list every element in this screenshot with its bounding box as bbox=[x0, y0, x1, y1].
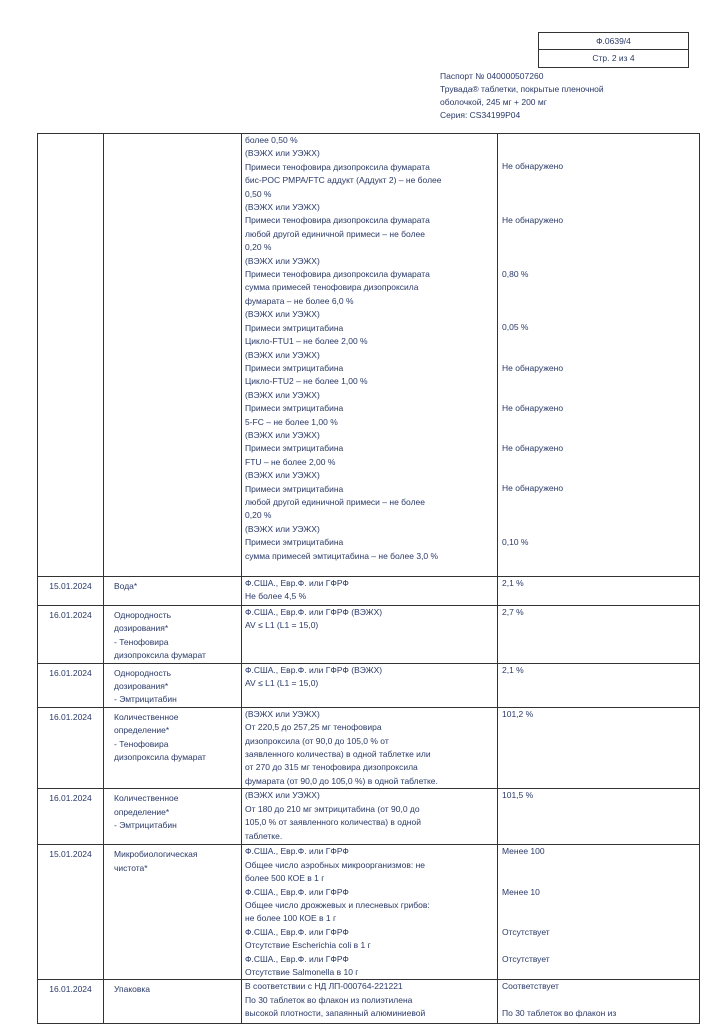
text-line: Не обнаружено bbox=[502, 215, 564, 226]
text-line: Не обнаружено bbox=[502, 442, 564, 453]
test-name bbox=[104, 577, 242, 606]
text-line: Примеси эмтрицитабина bbox=[245, 537, 344, 548]
text-line: Не обнаружено bbox=[502, 402, 564, 413]
text-line bbox=[502, 147, 699, 160]
table-row bbox=[38, 707, 700, 788]
text-line: 101,2 % bbox=[502, 708, 534, 719]
test-name bbox=[104, 789, 242, 845]
form-code-box bbox=[538, 32, 689, 68]
text-line bbox=[502, 994, 699, 1007]
text-line: от 270 до 315 мг тенофовира дизопроксила bbox=[245, 762, 418, 773]
text-line: Общее число аэробных микроорганизмов: не bbox=[245, 859, 425, 870]
text-line: Менее 10 bbox=[502, 886, 540, 897]
requirement-cell bbox=[242, 134, 498, 577]
text-line: (ВЭЖХ или УЭЖХ) bbox=[245, 470, 320, 481]
test-name bbox=[104, 707, 242, 788]
text-line bbox=[502, 912, 699, 925]
test-date: 15.01.2024 bbox=[38, 845, 104, 980]
text-line: Упаковка bbox=[114, 984, 151, 995]
text-line bbox=[502, 187, 699, 200]
text-line bbox=[502, 375, 699, 388]
requirement-cell bbox=[242, 980, 498, 1024]
text-line: Примеси эмтрицитабина bbox=[245, 403, 344, 414]
text-line: Отсутствует bbox=[502, 926, 550, 937]
text-line: Количественное bbox=[114, 711, 179, 722]
text-line: (ВЭЖХ или УЭЖХ) bbox=[245, 349, 320, 360]
test-name bbox=[104, 134, 242, 577]
text-line: 0,50 % bbox=[245, 188, 272, 199]
table-row bbox=[38, 980, 700, 1024]
text-line: 2,1 % bbox=[502, 578, 524, 588]
text-line: 0,05 % bbox=[502, 322, 529, 333]
table-row bbox=[38, 663, 700, 707]
test-date: 16.01.2024 bbox=[38, 789, 104, 845]
text-line: Ф.США., Евр.Ф. или ГФРФ bbox=[245, 926, 349, 937]
text-line: высокой плотности, запаянный алюминиевой bbox=[245, 1008, 426, 1019]
text-line: - Тенофовира bbox=[114, 636, 169, 647]
batch-number: Серия: CS34199P04 bbox=[440, 110, 521, 120]
text-line: Отсутствует bbox=[502, 953, 550, 964]
text-line bbox=[502, 388, 699, 401]
text-line bbox=[502, 281, 699, 294]
text-line: Примеси эмтрицитабина bbox=[245, 443, 344, 454]
test-date: 16.01.2024 bbox=[38, 663, 104, 707]
text-line: сумма примесей тенофовира дизопроксила bbox=[245, 282, 419, 293]
text-line: Ф.США., Евр.Ф. или ГФРФ (ВЭЖХ) bbox=[245, 607, 383, 617]
text-line bbox=[502, 241, 699, 254]
result-cell bbox=[498, 134, 700, 577]
text-line: (ВЭЖХ или УЭЖХ) bbox=[245, 523, 320, 534]
text-line: бис-POC PMPA/FTC аддукт (Аддукт 2) – не более bbox=[245, 175, 442, 186]
text-line: От 220,5 до 257,25 мг тенофовира bbox=[245, 722, 382, 733]
product-dosage: оболочкой, 245 мг + 200 мг bbox=[440, 97, 547, 107]
text-line: Не более 4,5 % bbox=[245, 591, 307, 602]
page-number: Стр. 2 из 4 bbox=[592, 53, 635, 63]
text-line: Примеси тенофовира дизопроксила фумарата bbox=[245, 269, 430, 280]
text-line: FTU – не более 2,00 % bbox=[245, 456, 336, 467]
text-line: По 30 таблеток во флакон из bbox=[502, 1008, 617, 1019]
text-line: Ф.США., Евр.Ф. или ГФРФ bbox=[245, 578, 349, 588]
test-name bbox=[104, 606, 242, 664]
text-line: Не обнаружено bbox=[502, 483, 564, 494]
text-line: сумма примесей эмтицитабина – не более 3,0 % bbox=[245, 550, 439, 561]
text-line: 105,0 % от заявленного количества) в одной bbox=[245, 817, 421, 828]
text-line: дизопроксила фумарат bbox=[114, 752, 206, 763]
text-line: Однородность bbox=[114, 667, 172, 678]
text-line: 2,7 % bbox=[502, 607, 524, 617]
text-line: любой другой единичной примеси – не более bbox=[245, 496, 425, 507]
text-line: заявленного количества) в одной таблетке или bbox=[245, 749, 431, 760]
text-line: дизопроксила (от 90,0 до 105,0 % от bbox=[245, 735, 389, 746]
text-line bbox=[502, 308, 699, 321]
result-cell bbox=[498, 663, 700, 707]
text-line bbox=[502, 429, 699, 442]
requirement-cell bbox=[242, 606, 498, 664]
text-line: Вода* bbox=[114, 581, 138, 591]
text-line bbox=[502, 227, 699, 240]
text-line: (ВЭЖХ или УЭЖХ) bbox=[245, 309, 320, 320]
result-cell bbox=[498, 606, 700, 664]
text-line: таблетке. bbox=[245, 830, 283, 841]
text-line: От 180 до 210 мг эмтрицитабина (от 90,0 до bbox=[245, 803, 420, 814]
text-line: определение* bbox=[114, 725, 170, 736]
passport-number: Паспорт № 040000507260 bbox=[440, 71, 544, 81]
text-line: Менее 100 bbox=[502, 846, 545, 857]
text-line: AV ≤ L1 (L1 = 15,0) bbox=[245, 620, 319, 631]
text-line: чистота* bbox=[114, 862, 148, 873]
result-cell bbox=[498, 707, 700, 788]
text-line: (ВЭЖХ или УЭЖХ) bbox=[245, 389, 320, 400]
test-name bbox=[104, 663, 242, 707]
text-line: (ВЭЖХ или УЭЖХ) bbox=[245, 429, 320, 440]
text-line: Примеси тенофовира дизопроксила фумарата bbox=[245, 215, 430, 226]
table-row-impurities bbox=[38, 134, 700, 577]
text-line: В соответствии с НД ЛП-000764-221221 bbox=[245, 981, 403, 992]
text-line: Отсутствие Salmonella в 10 г bbox=[245, 966, 359, 977]
text-line bbox=[502, 294, 699, 307]
text-line: - Эмтрицитабин bbox=[114, 694, 177, 705]
text-line bbox=[502, 899, 699, 912]
text-line: (ВЭЖХ или УЭЖХ) bbox=[245, 255, 320, 266]
requirement-cell bbox=[242, 577, 498, 606]
text-line: более 0,50 % bbox=[245, 135, 298, 145]
text-line: определение* bbox=[114, 806, 170, 817]
text-line bbox=[502, 509, 699, 522]
test-name bbox=[104, 980, 242, 1024]
text-line: Цикло-FTU1 – не более 2,00 % bbox=[245, 336, 368, 347]
text-line bbox=[502, 939, 699, 952]
text-line: (ВЭЖХ или УЭЖХ) bbox=[245, 148, 320, 159]
result-cell bbox=[498, 789, 700, 845]
text-line: - Эмтрицитабин bbox=[114, 820, 177, 831]
text-line: более 500 КОЕ в 1 г bbox=[245, 873, 325, 884]
test-date: 16.01.2024 bbox=[38, 606, 104, 664]
text-line: 0,80 % bbox=[502, 268, 529, 279]
text-line: - Тенофовира bbox=[114, 738, 169, 749]
text-line bbox=[502, 966, 699, 979]
text-line: По 30 таблеток во флакон из полиэтилена bbox=[245, 994, 413, 1005]
text-line bbox=[502, 469, 699, 482]
table-row bbox=[38, 577, 700, 606]
text-line: 0,20 % bbox=[245, 242, 272, 253]
text-line bbox=[502, 254, 699, 267]
result-cell bbox=[498, 980, 700, 1024]
text-line: 0,20 % bbox=[245, 510, 272, 521]
text-line bbox=[502, 174, 699, 187]
text-line: дозирования* bbox=[114, 681, 169, 692]
text-line: Примеси эмтрицитабина bbox=[245, 483, 344, 494]
text-line bbox=[502, 522, 699, 535]
text-line: Общее число дрожжевых и плесневых грибов: bbox=[245, 899, 430, 910]
form-code: Ф.0639/4 bbox=[539, 33, 688, 50]
text-line: (ВЭЖХ или УЭЖХ) bbox=[245, 708, 320, 719]
table-row bbox=[38, 606, 700, 664]
test-date: 16.01.2024 bbox=[38, 707, 104, 788]
text-line bbox=[502, 872, 699, 885]
text-line: Ф.США., Евр.Ф. или ГФРФ bbox=[245, 953, 349, 964]
text-line: (ВЭЖХ или УЭЖХ) bbox=[245, 790, 320, 801]
passport-header bbox=[440, 70, 640, 122]
text-line bbox=[502, 455, 699, 468]
text-line: фумарата (от 90,0 до 105,0 %) в одной таблетке. bbox=[245, 775, 438, 786]
text-line: дозирования* bbox=[114, 623, 169, 634]
text-line: Соответствует bbox=[502, 981, 559, 992]
text-line: Примеси эмтрицитабина bbox=[245, 362, 344, 373]
text-line: Примеси эмтрицитабина bbox=[245, 322, 344, 333]
result-cell bbox=[498, 577, 700, 606]
test-name bbox=[104, 845, 242, 980]
analysis-results-table bbox=[37, 133, 700, 1024]
text-line bbox=[502, 415, 699, 428]
text-line: Ф.США., Евр.Ф. или ГФРФ bbox=[245, 886, 349, 897]
text-line: Ф.США., Евр.Ф. или ГФРФ bbox=[245, 846, 349, 857]
text-line: Не обнаружено bbox=[502, 362, 564, 373]
test-date: 15.01.2024 bbox=[38, 577, 104, 606]
text-line: 2,1 % bbox=[502, 664, 524, 675]
text-line: Отсутствие Escherichia coli в 1 г bbox=[245, 940, 371, 951]
text-line bbox=[502, 496, 699, 509]
text-line: Количественное bbox=[114, 793, 179, 804]
text-line: 0,10 % bbox=[502, 536, 529, 547]
text-line bbox=[502, 563, 699, 576]
result-cell bbox=[498, 845, 700, 980]
requirement-cell bbox=[242, 789, 498, 845]
text-line: Ф.США., Евр.Ф. или ГФРФ (ВЭЖХ) bbox=[245, 664, 383, 675]
text-line: AV ≤ L1 (L1 = 15,0) bbox=[245, 678, 319, 689]
text-line bbox=[502, 335, 699, 348]
text-line: Однородность bbox=[114, 610, 172, 620]
product-name: Трувада® таблетки, покрытые пленочной bbox=[440, 84, 604, 94]
text-line: дизопроксила фумарат bbox=[114, 650, 206, 661]
text-line: Примеси тенофовира дизопроксила фумарата bbox=[245, 161, 430, 172]
text-line bbox=[502, 549, 699, 562]
requirement-cell bbox=[242, 707, 498, 788]
requirement-cell bbox=[242, 663, 498, 707]
test-date bbox=[38, 134, 104, 577]
text-line: (ВЭЖХ или УЭЖХ) bbox=[245, 202, 320, 213]
text-line: не более 100 КОЕ в 1 г bbox=[245, 913, 337, 924]
text-line: Цикло-FTU2 – не более 1,00 % bbox=[245, 376, 368, 387]
text-line bbox=[502, 201, 699, 214]
table-row bbox=[38, 789, 700, 845]
text-line: фумарата – не более 6,0 % bbox=[245, 295, 354, 306]
text-line: 101,5 % bbox=[502, 790, 534, 801]
test-date: 16.01.2024 bbox=[38, 980, 104, 1024]
text-line bbox=[502, 859, 699, 872]
text-line: Микробиологическая bbox=[114, 849, 198, 860]
table-row bbox=[38, 845, 700, 980]
requirement-cell bbox=[242, 845, 498, 980]
text-line bbox=[502, 348, 699, 361]
text-line: 5-FC – не более 1,00 % bbox=[245, 416, 338, 427]
text-line: Не обнаружено bbox=[502, 161, 564, 172]
text-line: любой другой единичной примеси – не более bbox=[245, 228, 425, 239]
